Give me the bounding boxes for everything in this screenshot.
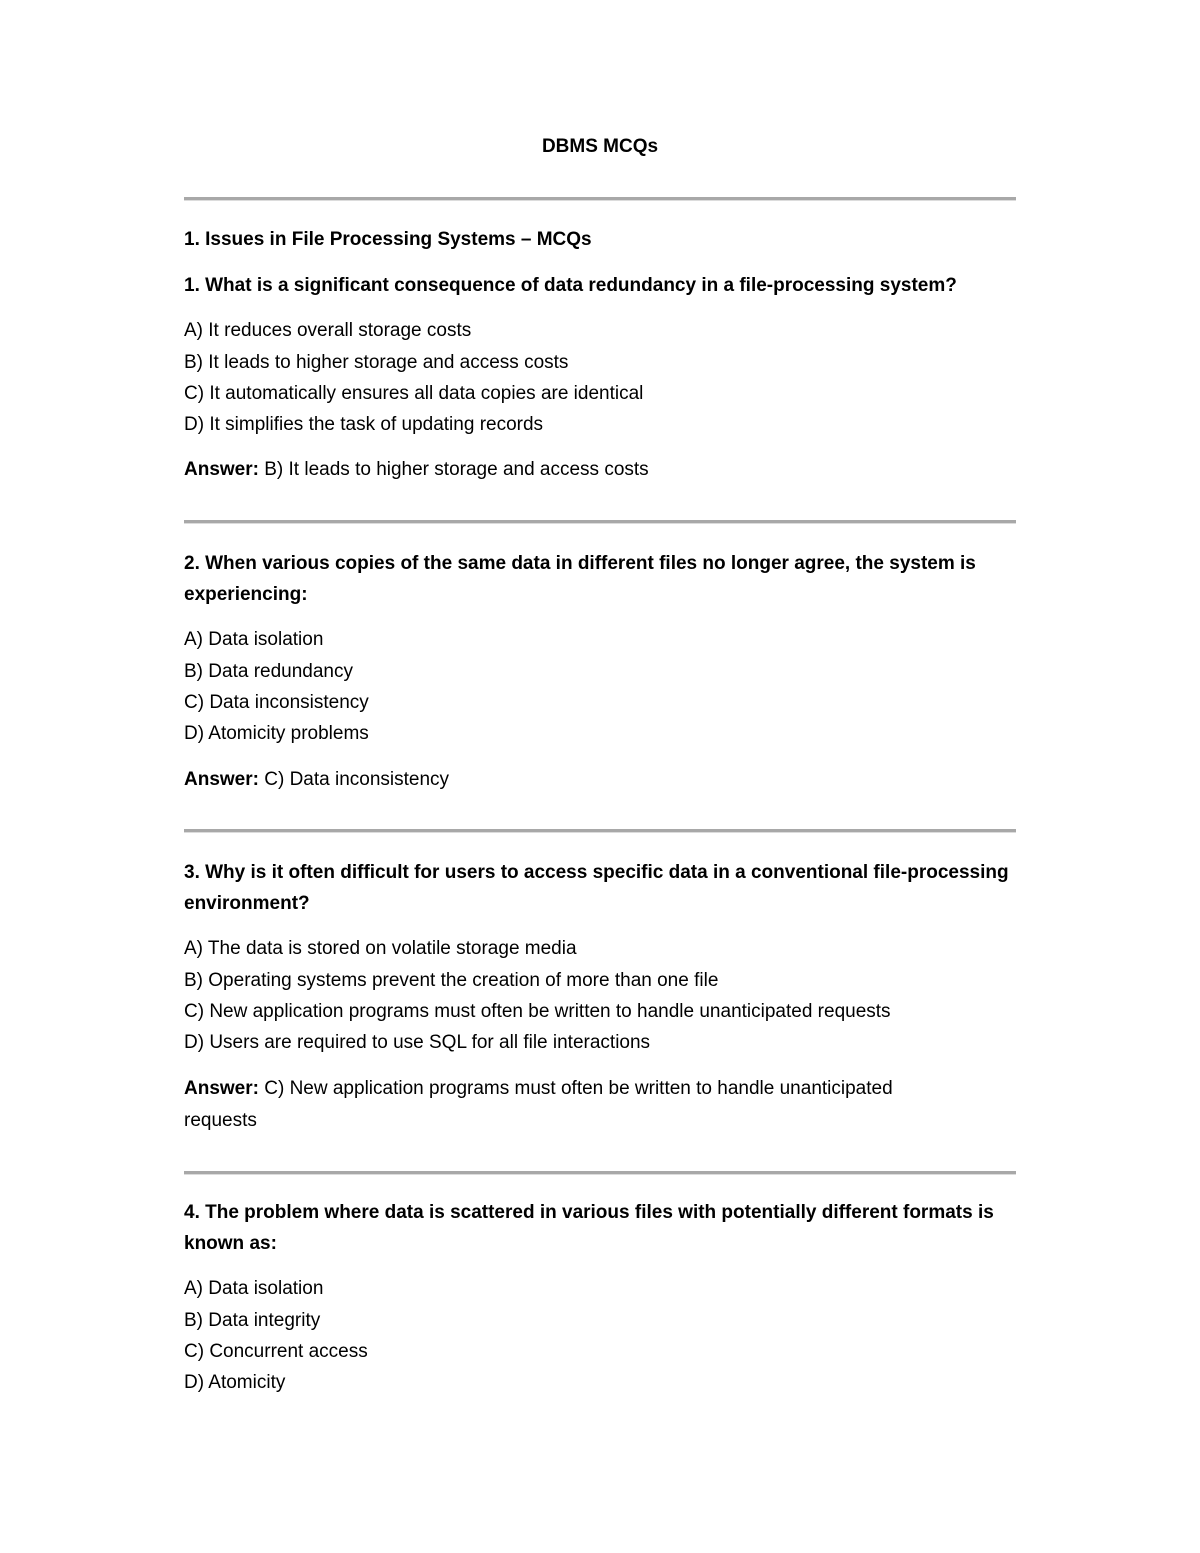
- answer-text: B) It leads to higher storage and access costs: [264, 459, 649, 480]
- question-1-option-d: D) It simplifies the task of updating records: [184, 414, 544, 435]
- section-heading: 1. Issues in File Processing Systems – MCQs: [184, 229, 592, 250]
- question-3-answer-line-1: [184, 1076, 1024, 1102]
- question-2-answer: [184, 767, 1024, 793]
- question-4-text-line-2: known as:: [184, 1233, 277, 1254]
- question-4-text-line-1: 4. The problem where data is scattered in various files with potentially different formats is: [184, 1202, 994, 1223]
- question-2-option-a: A) Data isolation: [184, 629, 324, 650]
- question-3-option-c: C) New application programs must often be written to handle unanticipated requests: [184, 1001, 891, 1022]
- document-title: DBMS MCQs: [541, 136, 659, 157]
- question-3-option-a: A) The data is stored on volatile storage media: [184, 938, 577, 959]
- question-2-text-line-2: experiencing:: [184, 584, 308, 605]
- answer-text: C) New application programs must often be written to handle unanticipated: [264, 1078, 893, 1099]
- answer-label: Answer:: [184, 459, 259, 480]
- horizontal-rule: [184, 197, 1016, 201]
- answer-label: Answer:: [184, 1078, 259, 1099]
- question-3-option-d: D) Users are required to use SQL for all file interactions: [184, 1032, 651, 1053]
- horizontal-rule: [184, 520, 1016, 524]
- question-4-option-c: C) Concurrent access: [184, 1341, 368, 1362]
- question-4-option-d: D) Atomicity: [184, 1372, 286, 1393]
- question-1-option-c: C) It automatically ensures all data copies are identical: [184, 383, 644, 404]
- horizontal-rule: [184, 1171, 1016, 1175]
- question-1-answer: [184, 457, 1024, 483]
- horizontal-rule: [184, 829, 1016, 833]
- answer-text: C) Data inconsistency: [264, 769, 450, 790]
- question-3-text-line-2: environment?: [184, 893, 310, 914]
- question-2-option-d: D) Atomicity problems: [184, 723, 369, 744]
- question-4-option-a: A) Data isolation: [184, 1278, 324, 1299]
- question-3-answer-line-2: requests: [184, 1110, 257, 1131]
- question-1-text: 1. What is a significant consequence of data redundancy in a file-processing system?: [184, 275, 957, 296]
- question-3-option-b: B) Operating systems prevent the creation of more than one file: [184, 970, 719, 991]
- question-1-option-a: A) It reduces overall storage costs: [184, 320, 472, 341]
- question-2-option-b: B) Data redundancy: [184, 661, 353, 682]
- question-3-text-line-1: 3. Why is it often difficult for users to access specific data in a conventional file-processing: [184, 862, 1009, 883]
- question-1-option-b: B) It leads to higher storage and access costs: [184, 352, 569, 373]
- answer-label: Answer:: [184, 769, 259, 790]
- question-4-option-b: B) Data integrity: [184, 1310, 321, 1331]
- question-2-text-line-1: 2. When various copies of the same data in different files no longer agree, the system is: [184, 553, 976, 574]
- question-2-option-c: C) Data inconsistency: [184, 692, 369, 713]
